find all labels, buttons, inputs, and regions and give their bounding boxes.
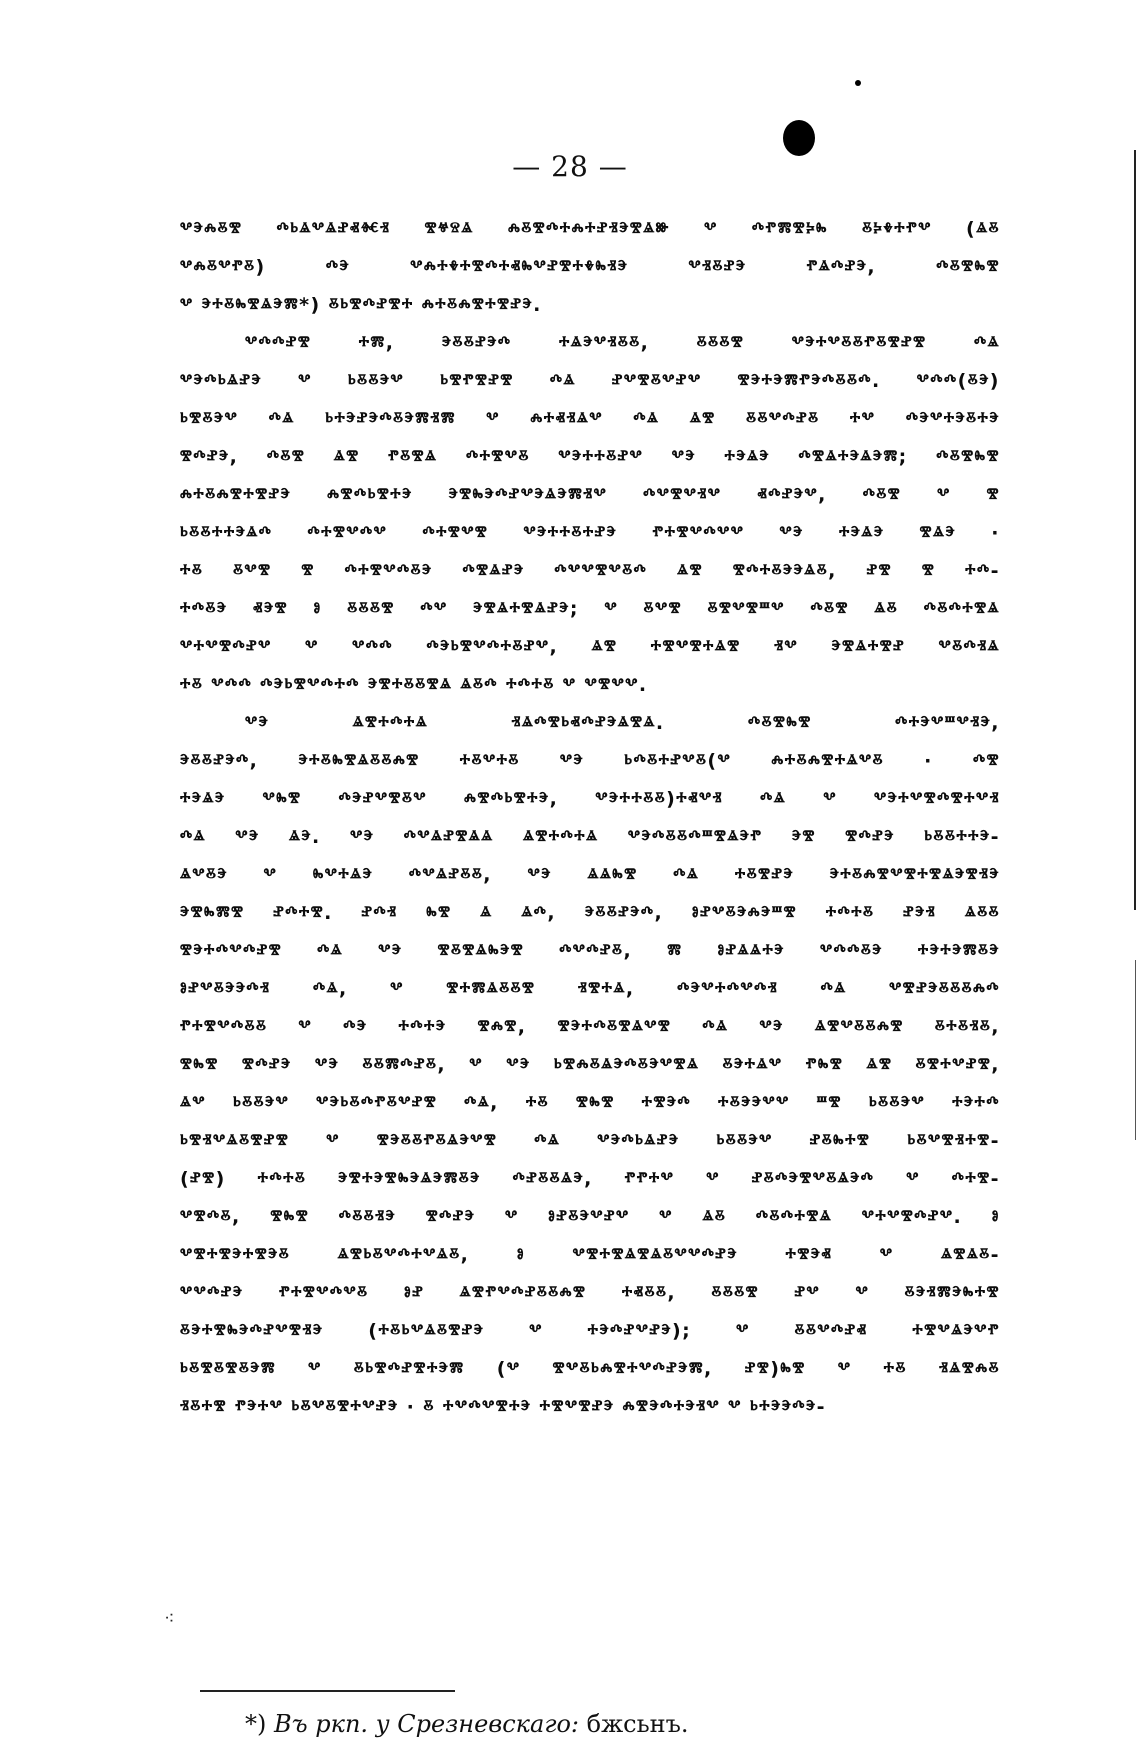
text-line: ⰲⰾⰻⰲⱂⰻ) ⰴⰵ ⰲⰾⰰⰷⰰⰺⰴⰰⱏⰸⰲⱀⰺⰰⰷⰸⱐⰵ ⰲⱐⰻⱀⰵ ⱂⱑⰴⱀⰵ, ⰴⰻⰺⰸⰺ [180,256,1000,278]
text-line: ⰺⰸⰺ ⰺⰴⱀⰵ ⰲⰵ ⰻⰻⰿⰴⱀⰻ, ⰲ ⰲⰵ ⱃⰺⰾⰻⱑⰵⰴⰻⰵⰲⰺⱑ ⰻⰵⰰⱑⰲ ⱂⰸⰺ ⱑⰺ ⰻⰺⰰⰲⱀⰺ, [180,1054,1000,1076]
text-line: ⰵⰻⰻⱀⰵⰴ, ⰵⰰⰻⰸⰺⱑⰻⰻⰾⰺ ⰰⰻⰲⰰⰻ ⰲⰵ ⱃⰴⰻⰰⱀⰲⰻ(ⰲ ⰾⰰⰻⰾⰺⰰⱑⰲⰻ · ⰴⰺ [180,750,1000,772]
text-line: ⱑⰲⰻⰵ ⰲ ⰸⰲⰰⱑⰵ ⰴⰲⱑⱀⰻⰻ, ⰲⰵ ⱑⱑⰸⰺ ⰴⱑ ⰰⰻⰺⱀⰵ ⰵⰰⰻⰾⰺⰲⰺⰰⰺⱑⰵⰺⱐⰵ [180,864,1000,886]
text-line: ⱃⰺⰻⰵⰲ ⰴⱑ ⱃⰰⰵⱀⰵⰴⰻⰵⰿⱐⰿ ⰲ ⰾⰰⱏⱐⱑⰲ ⰴⱑ ⱑⰺ ⰻⰻⰲⰴⱀⰻ ⰰⰲ ⰴⰵⰲⰰⰵⰻⰰⰵ [180,408,1000,430]
text-line: ⰰⰵⱑⰵ ⰲⰸⰺ ⰴⰵⱀⰲⰺⰻⰲ ⰾⰺⰴⱃⰺⰰⰵ, ⰲⰵⰰⰰⰻⰻ)ⰰⱏⰲⱐ ⰴⱑ ⰲ ⰲⰵⰰⰲⰺⰴⰺⰰⰲⱐ [180,788,1000,810]
footnote-rule [200,1690,455,1692]
text-line: ⰲⰵⰴⱃⱑⱀⰵ ⰲ ⱃⰻⰻⰵⰲ ⱃⰺⱂⰺⱀⰺ ⰴⱑ ⱀⰲⰺⰻⰲⱀⰲ ⰺⰵⰰⰵⰿⱂⰵⰴⰻⰻⰴ. ⰲⰴⰴ(ⰻⰵ) [180,370,1000,392]
text-line: ⱑⰲ ⱃⰻⰻⰵⰲ ⰲⰵⱃⰻⰴⱂⰻⰲⱀⰺ ⰴⱑ, ⰰⰻ ⰺⰸⰺ ⰰⰺⰵⰴ ⰰⰻⰵⰵⰲⰲ ⱎⰺ ⱃⰻⰻⰵⰲ ⰰⰵⰰⰴ [180,1092,1000,1114]
text-line: (ⱀⰺ) ⰰⰴⰰⰻ ⰵⰺⰰⰵⰺⰸⰵⱑⰵⰿⰻⰵ ⰴⱀⰻⰻⱑⰵ, ⱂⱂⰰⰲ ⰲ ⱀⰻⰴⰵⰺⰲⰻⱑⰵⰴ ⰲ ⰴⰰⰺ- [180,1168,1000,1190]
glagolitic-text-block [180,210,1000,1426]
text-line: ⱃⰺⱐⰲⱑⰻⰺⱀⰺ ⰲ ⰺⰵⰻⰻⱂⰻⱑⰵⰲⰺ ⰴⱑ ⰲⰵⰴⱃⱑⱀⰵ ⱃⰻⰻⰵⰲ ⱀⰻⰸⰰⰺ ⱃⰻⰲⰺⱐⰰⰺ- [180,1130,1000,1152]
text-line: ⱃⰻⰺⰻⰺⰻⰵⰿ ⰲ ⰻⱃⰺⰴⱀⰺⰰⰵⰿ (ⰲ ⰺⰲⰻⱃⰾⰺⰰⰲⰴⱀⰵⰿ, ⱀⰺ)ⰸⰺ ⰲ ⰰⰻ ⱐⱑⰺⰾⰻ [180,1358,1000,1380]
text-line: ⰰⰻ ⰲⰴⰴ ⰴⰵⱃⰺⰲⰴⰰⰴ ⰵⰺⰰⰻⰻⰺⱑ ⱑⰻⰴ ⰰⰴⰰⰻ ⰲ ⰲⰺⰲⰲ. [180,674,648,696]
text-line: ⰺⰴⱀⰵ, ⰴⰻⰺ ⱑⰺ ⱂⰻⰺⱑ ⰴⰰⰺⰲⰻ ⰲⰵⰰⰰⰻⱀⰲ ⰲⰵ ⰰⰵⱑⰵ ⰴⰺⱑⰰⰵⱑⰵⰿ; ⰴⰻⰺⰸⰺ [180,446,1000,468]
text-line: ⰲ ⰵⰰⰻⰸⰺⱑⰵⰿ*) ⰻⱃⰺⰴⱀⰺⰰ ⰾⰰⰻⰾⰺⰰⰺⱀⰵ. [180,294,542,316]
text-line: ⱃⰻⰻⰰⰰⰵⱑⰴ ⰴⰰⰺⰲⰴⰲ ⰴⰰⰺⰲⰺ ⰲⰵⰰⰰⰻⰰⱀⰵ ⱂⰰⰺⰲⰴⰲⰲ ⰲⰵ ⰰⰵⱑⰵ ⰺⱑⰵ · [180,522,1000,544]
page-number: — 28 — [512,150,628,183]
text-line: ⰾⰰⰻⰾⰺⰰⰺⱀⰵ ⰾⰺⰴⱃⰺⰰⰵ ⰵⰺⰸⰵⰴⱀⰲⰵⱑⰵⰿⱐⰲ ⰴⰲⰺⰲⱐⰲ ⱏⰴⱀⰵⰲ, ⰴⰻⰺ ⰲ ⰺ [180,484,1000,506]
footnote [245,1710,945,1738]
text-line: ⰲⰲⰴⱀⰵ ⱂⰰⰺⰲⰴⰲⰻ ⱁⱀ ⱑⰺⱂⰲⰴⱀⰻⰻⰾⰺ ⰰⱏⰻⰻ, ⰻⰻⰻⰺ ⱀⰲ ⰲ ⰻⰵⱐⰿⰵⰸⰰⰺ [180,1282,1000,1304]
text-line: ⰻⰵⰰⰺⰸⰵⰴⱀⰲⰺⱐⰵ (ⰰⰻⱃⰲⱑⰻⰺⱀⰵ ⰲ ⰰⰵⰴⱀⰲⱀⰵ); ⰲ ⰻⰻⰲⰴⱀⱏ ⰰⰺⰲⱑⰵⰲⱂ [180,1320,1000,1342]
text-line: ⱐⰻⰰⰺ ⱂⰵⰰⰲ ⱃⰻⰲⰻⰺⰰⰲⱀⰵ · ⰻ ⰰⰲⰴⰲⰺⰰⰵ ⰰⰺⰲⰺⱀⰵ ⰾⰺⰵⰴⰰⰵⱐⰲ ⰲ ⱃⰰⰵⰵⰴⰵ- [180,1396,826,1418]
text-line: ⰲⰺⰰⰺⰵⰰⰺⰵⰻ ⱑⰺⱃⰻⰲⰴⰰⰲⱑⰻ, ⱁ ⰲⰺⰰⰺⱑⰺⱑⰻⰲⰲⰴⱀⰵ ⰰⰺⰵⱏ ⰲ ⱑⰺⱑⰻ- [180,1244,1000,1266]
text-line: ⰲⰺⰴⰻ, ⰺⰸⰺ ⰴⰻⰻⱐⰵ ⰺⰴⱀⰵ ⰲ ⱁⱀⰻⰵⰲⱀⰲ ⰲ ⱑⰻ ⰴⰻⰴⰰⰺⱑ ⰲⰰⰲⰺⰴⱀⰲ. ⱁ [180,1206,1000,1228]
footnote-text: Въ ркп. у Срезневскаго: [274,1710,579,1738]
text-line: ⱂⰰⰺⰲⰴⰻⰻ ⰲ ⰴⰵ ⰰⰴⰰⰵ ⰺⰾⰺ, ⰺⰵⰰⰴⰻⰺⱑⰲⰺ ⰴⱑ ⰲⰵ ⱑⰺⰲⰻⰻⰾⰺ ⰻⰰⰻⱐⰻ, [180,1016,1000,1038]
text-line: ⰲⰵ ⱑⰺⰰⰴⰰⱑ ⱐⱑⰴⰺⱃⱏⰴⱀⰵⱑⰺⱑ. ⰴⰻⰺⰸⰺ ⰴⰰⰵⰲⱎⰲⱐⰵ, [245,712,1000,734]
text-line: ⰲⰵⰾⰻⰺ ⰴⱃⱑⰲⱑⱀⱏⱙⱐ ⰺⱍⱄⱑ ⰾⰻⰺⰴⰰⰾⰰⱀⱐⰵⰺⱑⱆ ⰲ ⰴⱂⰿⰺⰽⰸ ⰻⰽⰷⰰⱂⰲ (ⱑⰻ [180,218,1000,240]
text-line: ⰰⰴⰻⰵ ⱏⰵⰺ ⱁ ⰻⰻⰻⰺ ⰴⰲ ⰵⰺⱑⰰⰺⱑⱀⰵ; ⰲ ⰻⰲⰺ ⰻⰺⰲⰺⱎⰲ ⰴⰻⰺ ⱑⰻ ⰴⰻⰴⰰⰺⱑ [180,598,1000,620]
text-line: ⰴⱑ ⰲⰵ ⱑⰵ. ⰲⰵ ⰴⰲⱑⱀⰺⱑⱑ ⱑⰺⰰⰴⰰⱑ ⰲⰵⰴⰻⰻⰴⱎⰺⱑⰵⱂ ⰵⰺ ⰺⰴⱀⰵ ⱃⰻⰻⰰⰰⰵ- [180,826,1000,848]
footnote-marker: *) [245,1710,267,1738]
footnote-word: бжсьнъ. [586,1710,689,1738]
text-line: ⰵⰺⰸⰿⰺ ⱀⰴⰰⰺ. ⱀⰴⱐ ⰸⰺ ⱑ ⱑⰴ, ⰵⰻⰻⱀⰵⰴ, ⱁⱀⰲⰻⰵⰾⰵⱎⰺ ⰰⰴⰰⰻ ⱀⰵⱐ ⱑⰻⰻ [180,902,1000,924]
page-edge-shadow-lower [1135,960,1136,1140]
ink-dot [855,80,861,86]
text-line: ⰲⰴⰴⱀⰺ ⰰⰿ, ⰵⰻⰻⱀⰵⰴ ⰰⱑⰵⰲⱐⰻⰻ, ⰻⰻⰻⰺ ⰲⰵⰰⰲⰻⰻⱂⰻⰺⱀⰺ ⰴⱑ [245,332,1000,354]
text-line: ⰲⰰⰲⰺⰴⱀⰲ ⰲ ⰲⰴⰴ ⰴⰵⱃⰺⰲⰴⰰⰻⱀⰲ, ⱑⰺ ⰰⰺⰲⰺⰰⱑⰺ ⱐⰲ ⰵⰺⱑⰰⰺⱀ ⰲⰻⰴⱐⱑ [180,636,1000,658]
margin-mark: ⁖ [164,1608,175,1629]
page-edge-shadow [1134,150,1136,910]
text-line: ⰰⰻ ⰻⰲⰺ ⰺ ⰴⰰⰺⰲⰴⰻⰵ ⰴⰺⱑⱀⰵ ⰴⰲⰲⰺⰲⰻⰴ ⱑⰺ ⰺⰴⰰⰻⰵⰵⱑⰻ, ⱀⰺ ⰺ ⰰⰴ- [180,560,1000,582]
text-line: ⱁⱀⰲⰻⰵⰵⰴⱐ ⰴⱑ, ⰲ ⰺⰰⰿⱑⰻⰻⰺ ⱐⰺⰰⱑ, ⰴⰵⰲⰰⰴⰲⰴⱐ ⰴⱑ ⰲⰺⱀⰵⰻⰻⰻⰾⰴ [180,978,1000,1000]
text-line: ⰺⰵⰰⰴⰲⰴⱀⰺ ⰴⱑ ⰲⰵ ⰺⰻⰺⱑⰸⰵⰺ ⰴⰲⰴⱀⰻ, ⰿ ⱁⱀⱑⱑⰰⰵ ⰲⰴⰴⰻⰵ ⰰⰵⰰⰵⰿⰻⰵ [180,940,1000,962]
